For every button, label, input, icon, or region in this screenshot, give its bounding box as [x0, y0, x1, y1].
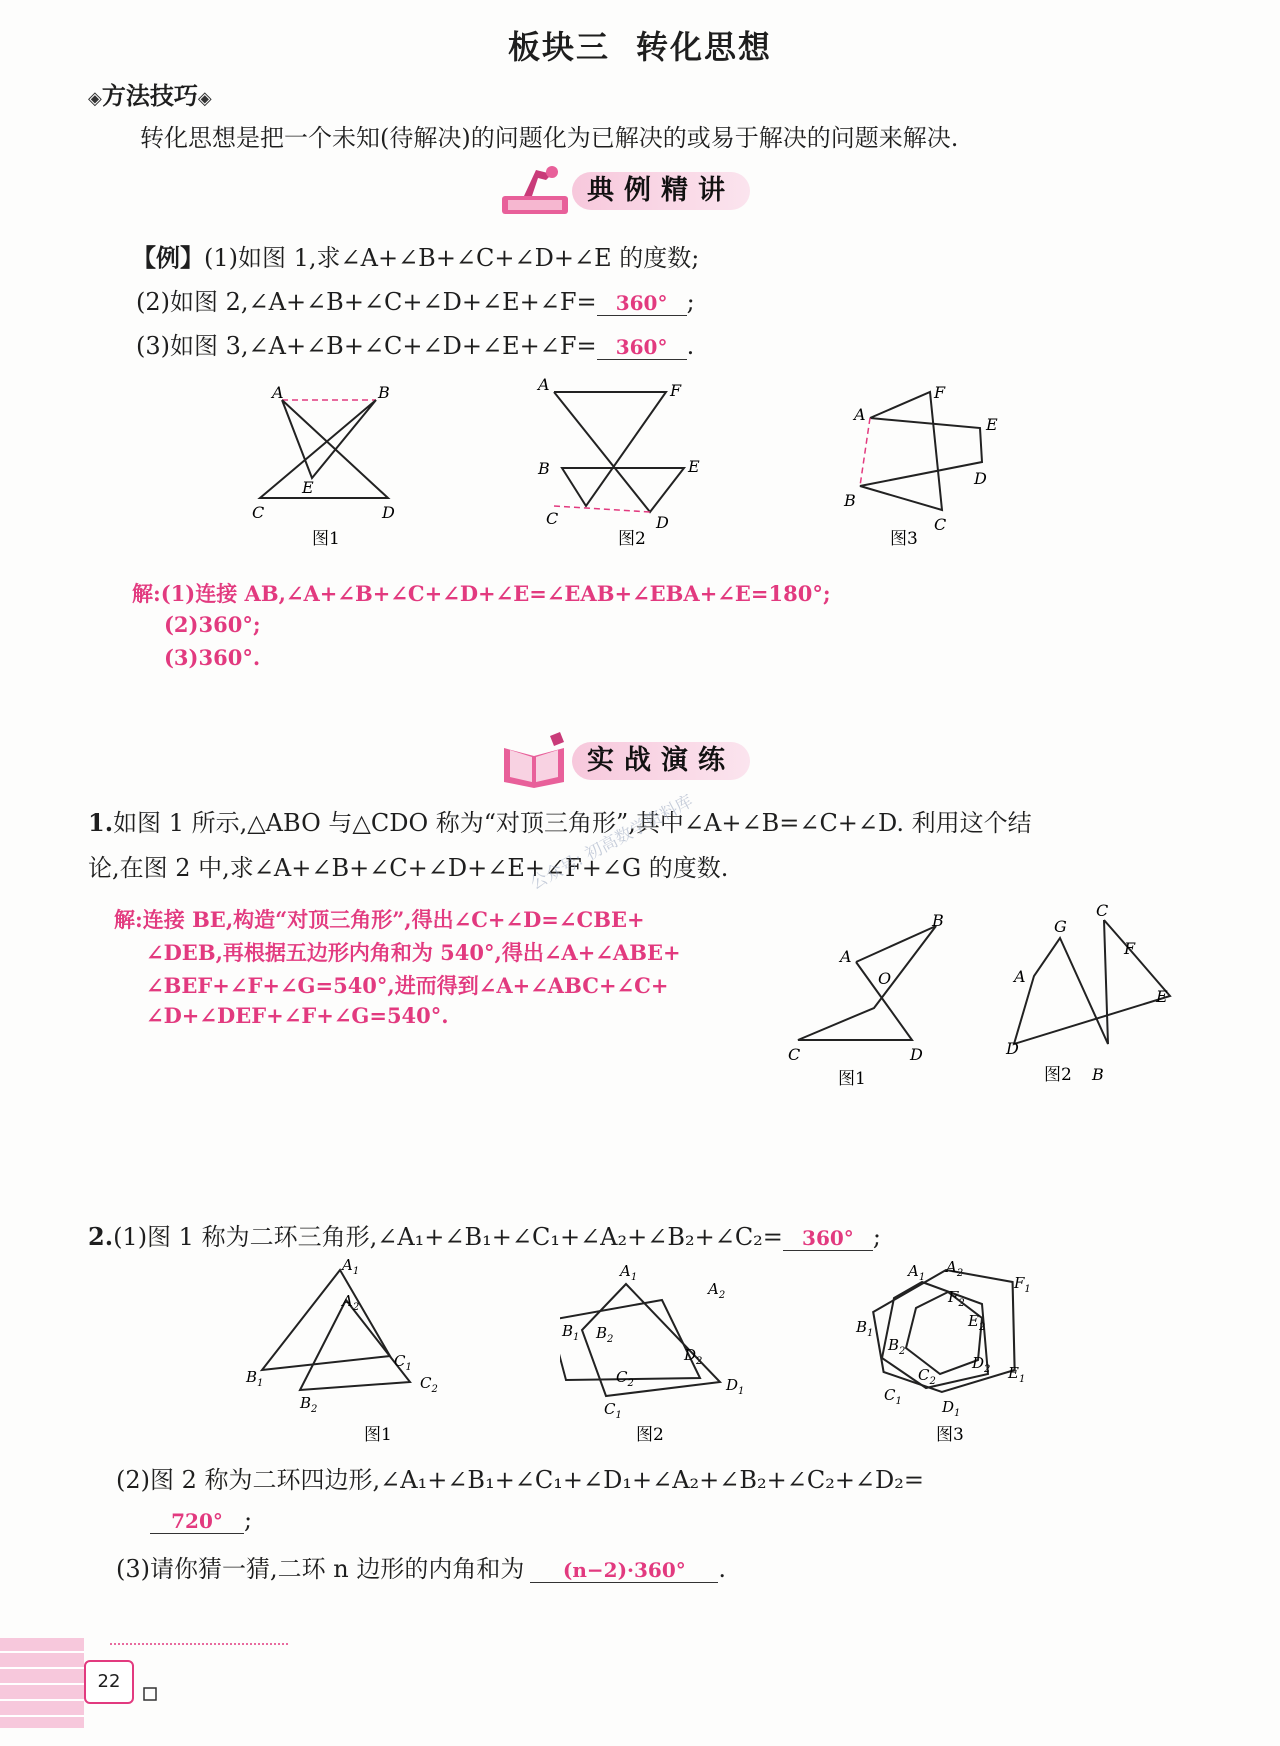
example-q3	[136, 326, 694, 361]
figure-caption: 图1	[364, 1425, 392, 1445]
svg-text:A: A	[1014, 967, 1026, 986]
svg-text:C: C	[252, 503, 265, 522]
diamond-icon: ◈	[197, 88, 212, 109]
problem-number: 2.	[88, 1222, 114, 1251]
svg-text:B: B	[932, 911, 944, 930]
svg-text:D1: $D_1$	[942, 1398, 961, 1419]
answer-blank: 360°	[597, 335, 687, 360]
problem1-figure-1	[780, 906, 960, 1090]
figure-caption: 图1	[312, 529, 340, 548]
example-solution-2: (2)360°;	[164, 612, 261, 637]
banner-practice	[494, 730, 764, 792]
svg-text:A: A	[854, 405, 866, 424]
svg-text:A: A	[272, 383, 284, 402]
answer-blank: 720°	[150, 1509, 244, 1534]
svg-text:C2: $C_2$	[918, 1366, 936, 1387]
svg-text:D: D	[656, 513, 669, 532]
svg-text:C: C	[788, 1045, 801, 1064]
figure-caption: 图2	[636, 1425, 664, 1445]
example-q1-text: (1)如图 1,求∠A+∠B+∠C+∠D+∠E 的度数;	[204, 244, 700, 272]
svg-text:C: C	[546, 509, 559, 528]
svg-text:F: F	[670, 381, 682, 400]
svg-text:C1: $C_1$	[394, 1352, 412, 1373]
problem1-solution-4: ∠D+∠DEF+∠F+∠G=540°.	[146, 1003, 449, 1028]
punct: ;	[686, 288, 695, 316]
svg-text:A1: $A_1$	[342, 1258, 360, 1277]
svg-text:C1: $C_1$	[884, 1386, 902, 1407]
problem2-q1	[88, 1217, 881, 1252]
svg-text:B1: $B_1$	[856, 1318, 874, 1339]
svg-text:D: D	[1006, 1039, 1019, 1058]
example-tag: 【例】	[132, 243, 204, 272]
svg-text:A: A	[538, 378, 550, 394]
svg-text:A: A	[840, 947, 852, 966]
example-solution-1: 解:(1)连接 AB,∠A+∠B+∠C+∠D+∠E=∠EAB+∠EBA+∠E=180°;	[132, 581, 831, 606]
problem1-text1: 如图 1 所示,△ABO 与△CDO 称为“对顶三角形”,其中∠A+∠B=∠C+∠D. 利用这个结	[113, 809, 1032, 837]
svg-text:E: E	[986, 415, 998, 434]
svg-text:C1: $C_1$	[604, 1400, 622, 1421]
example-solution-3: (3)360°.	[164, 645, 261, 670]
problem1-line2: 论,在图 2 中,求∠A+∠B+∠C+∠D+∠E+∠F+∠G 的度数.	[88, 854, 729, 882]
example-figure-2	[532, 378, 722, 548]
footer-stripes	[0, 1638, 300, 1738]
svg-text:D: D	[382, 503, 395, 522]
banner-practice-label: 实战演练	[572, 742, 750, 780]
watermark: 公众号: 初高数学资料库	[527, 791, 697, 895]
svg-text:C: C	[1096, 901, 1109, 920]
problem1-solution-1: 解:连接 BE,构造“对顶三角形”,得出∠C+∠D=∠CBE+	[114, 907, 645, 932]
svg-text:A1: $A_1$	[908, 1262, 926, 1283]
svg-text:D1: $D_1$	[726, 1376, 745, 1397]
answer-blank: (n−2)·360°	[530, 1558, 718, 1583]
figure-caption: 图1	[838, 1069, 866, 1089]
punct: .	[686, 332, 695, 360]
problem1-line1	[88, 803, 1032, 838]
example-figure-1	[240, 378, 430, 548]
svg-text:F: F	[934, 383, 946, 402]
svg-text:A2: $A_2$	[342, 1292, 360, 1313]
problem-number: 1.	[88, 808, 114, 837]
method-heading	[88, 76, 212, 111]
svg-text:D2: $D_2$	[972, 1354, 991, 1375]
title-part2: 转化思想	[636, 28, 773, 66]
book-icon	[494, 730, 574, 792]
problem2-q2-answer-line	[150, 1506, 252, 1534]
problem2-q1-text: (1)图 1 称为二环三角形,∠A₁+∠B₁+∠C₁+∠A₂+∠B₂+∠C₂=	[113, 1223, 783, 1251]
figure-caption: 图2	[618, 529, 646, 548]
banner-examples	[494, 160, 764, 222]
diamond-icon: ◈	[88, 88, 102, 109]
figure-caption: 图3	[890, 529, 918, 548]
svg-text:F1: $F_1$	[1014, 1274, 1031, 1295]
page-number: 22	[84, 1660, 134, 1704]
svg-text:C2: $C_2$	[616, 1368, 634, 1389]
example-figure-3	[838, 378, 1018, 548]
svg-text:C: C	[934, 515, 947, 534]
svg-text:B2: $B_2$	[300, 1394, 318, 1415]
svg-text:G: G	[1054, 917, 1067, 936]
svg-text:A2: $A_2$	[946, 1258, 964, 1279]
problem2-figure-3	[850, 1256, 1060, 1450]
svg-text:F2: $F_2$	[948, 1288, 965, 1309]
svg-text:B1: $B_1$	[246, 1368, 264, 1389]
svg-text:B: B	[1092, 1065, 1104, 1084]
example-q1	[132, 238, 699, 273]
svg-text:D: D	[974, 469, 987, 488]
problem2-q2-text: (2)图 2 称为二环四边形,∠A₁+∠B₁+∠C₁+∠D₁+∠A₂+∠B₂+∠C₂+∠D₂=	[116, 1466, 925, 1494]
svg-text:E: E	[1156, 987, 1168, 1006]
svg-text:B2: $B_2$	[888, 1336, 906, 1357]
punct: ;	[244, 1506, 253, 1534]
problem1-solution-3: ∠BEF+∠F+∠G=540°,进而得到∠A+∠ABC+∠C+	[146, 973, 669, 998]
svg-text:O: O	[878, 969, 892, 988]
problem1-solution-2: ∠DEB,再根据五边形内角和为 540°,得出∠A+∠ABE+	[146, 940, 681, 965]
problem1-figure-2	[1000, 898, 1180, 1090]
problem2-q3	[116, 1549, 726, 1584]
svg-text:B2: $B_2$	[596, 1324, 614, 1345]
svg-text:E1: $E_1$	[1008, 1364, 1026, 1385]
svg-text:E2: $E_2$	[968, 1312, 986, 1333]
svg-text:D2: $D_2$	[684, 1346, 703, 1367]
svg-text:E: E	[302, 478, 314, 497]
answer-blank: 360°	[783, 1226, 873, 1251]
example-q3-text: (3)如图 3,∠A+∠B+∠C+∠D+∠E+∠F=	[136, 332, 597, 360]
banner-examples-label: 典例精讲	[572, 172, 750, 210]
answer-blank: 360°	[597, 291, 687, 316]
punct: .	[718, 1555, 726, 1583]
figure-caption: 图2	[1044, 1065, 1072, 1085]
problem2-figure-1	[244, 1258, 444, 1450]
svg-text:A2: $A_2$	[708, 1280, 726, 1301]
svg-text:B1: $B_1$	[562, 1322, 580, 1343]
svg-text:C2: $C_2$	[420, 1374, 438, 1395]
svg-text:B: B	[378, 383, 390, 402]
problem2-q2	[116, 1460, 924, 1495]
punct: ;	[872, 1223, 882, 1251]
method-text: 转化思想是把一个未知(待解决)的问题化为已解决的或易于解决的问题来解决.	[140, 124, 959, 152]
page-title	[0, 22, 1280, 68]
svg-text:A1: $A_1$	[620, 1262, 638, 1283]
svg-text:F: F	[1124, 939, 1136, 958]
svg-text:E: E	[688, 457, 700, 476]
problem2-figure-2	[560, 1258, 760, 1450]
desk-lamp-icon	[494, 160, 574, 222]
svg-text:B: B	[538, 459, 550, 478]
problem2-q3-text: (3)请你猜一猜,二环 n 边形的内角和为	[116, 1555, 525, 1583]
example-q2	[136, 282, 695, 317]
svg-text:D: D	[910, 1045, 923, 1064]
method-heading-text: 方法技巧	[101, 81, 198, 110]
example-q2-text: (2)如图 2,∠A+∠B+∠C+∠D+∠E+∠F=	[136, 288, 597, 316]
figure-caption: 图3	[936, 1425, 964, 1445]
title-part1: 板块三	[507, 28, 610, 66]
svg-text:B: B	[844, 491, 856, 510]
